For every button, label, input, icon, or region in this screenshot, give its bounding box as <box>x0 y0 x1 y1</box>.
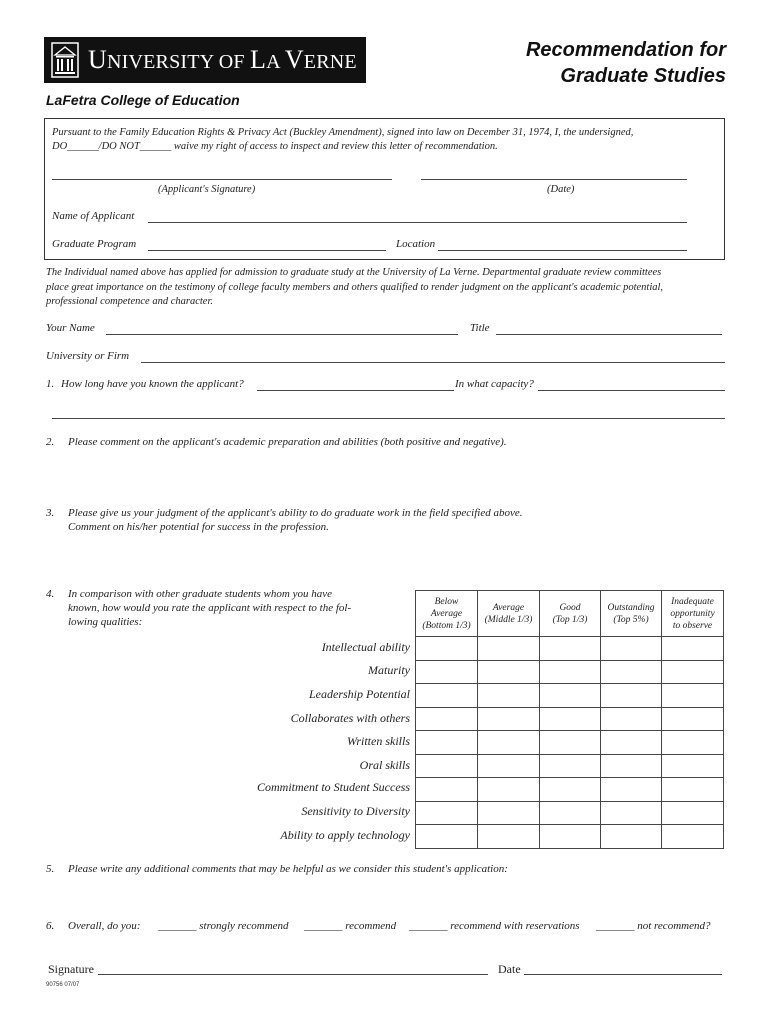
applicant-signature-caption: (Applicant's Signature) <box>158 184 256 195</box>
rating-cell[interactable] <box>540 801 601 825</box>
q6-recommend-with-reservations[interactable]: _______ recommend with reservations <box>409 920 580 932</box>
form-number: 90756 07/07 <box>46 982 80 988</box>
q3-line2: Comment on his/her potential for success in the profession. <box>68 521 329 533</box>
form-title: Recommendation for Graduate Studies <box>525 39 726 87</box>
quality-written-skills: Written skills <box>347 734 410 748</box>
q6-strongly-recommend[interactable]: _______ strongly recommend <box>158 920 289 932</box>
title-label: Title <box>470 322 490 334</box>
rating-cell[interactable] <box>601 754 662 778</box>
rating-cell[interactable] <box>662 825 724 849</box>
rating-cell[interactable] <box>662 778 724 802</box>
rating-cell[interactable] <box>662 801 724 825</box>
university-logo <box>44 37 366 83</box>
rating-row <box>416 637 724 661</box>
rating-cell[interactable] <box>416 778 478 802</box>
rating-cell[interactable] <box>662 707 724 731</box>
university-firm-field[interactable] <box>141 362 725 363</box>
quality-maturity: Maturity <box>368 663 410 677</box>
rating-cell[interactable] <box>478 778 540 802</box>
rating-cell[interactable] <box>478 825 540 849</box>
rating-row <box>416 778 724 802</box>
signature-field[interactable] <box>98 974 488 975</box>
q5-number: 5. <box>46 863 55 875</box>
rating-cell[interactable] <box>540 731 601 755</box>
your-name-label: Your Name <box>46 322 95 334</box>
university-firm-label: University or Firm <box>46 350 130 362</box>
intro-line2: place great importance on the testimony of college faculty members and others qualified to render judgment on the applicant's academic potential, <box>46 282 664 293</box>
col-average: Average (Middle 1/3) <box>478 591 540 637</box>
rating-cell[interactable] <box>416 754 478 778</box>
q4-line2: known, how would you rate the applicant with respect to the fol- <box>68 602 352 614</box>
q2-number: 2. <box>46 436 55 448</box>
applicant-name-label: Name of Applicant <box>52 210 135 222</box>
q1-capacity-field[interactable] <box>538 390 725 391</box>
rating-cell[interactable] <box>601 801 662 825</box>
quality-sensitivity: Sensitivity to Diversity <box>301 804 410 818</box>
intro-line1: The Individual named above has applied for admission to graduate study at the University of La Verne. Departmental graduate review committees <box>46 267 662 278</box>
q3-number: 3. <box>46 507 55 519</box>
rating-cell[interactable] <box>416 707 478 731</box>
ferpa-statement-line1: Pursuant to the Family Education Rights & Privacy Act (Buckley Amendment), signed into law on December 31, 1974, I, the undersigned, <box>52 127 634 138</box>
rating-cell[interactable] <box>662 754 724 778</box>
quality-collaborates: Collaborates with others <box>290 711 410 725</box>
rating-cell[interactable] <box>601 660 662 684</box>
rating-cell[interactable] <box>416 684 478 708</box>
signature-label: Signature <box>48 962 94 976</box>
rating-row <box>416 825 724 849</box>
col-below-average: Below Average (Bottom 1/3) <box>416 591 478 637</box>
rating-cell[interactable] <box>662 731 724 755</box>
rating-cell[interactable] <box>601 825 662 849</box>
rating-cell[interactable] <box>601 731 662 755</box>
q1-number: 1. <box>46 378 55 390</box>
col-good: Good (Top 1/3) <box>540 591 601 637</box>
rating-row <box>416 731 724 755</box>
rating-cell[interactable] <box>416 660 478 684</box>
col-inadequate-opportunity: Inadequate opportunity to observe <box>662 591 724 637</box>
q3-line1: Please give us your judgment of the applicant's ability to do graduate work in the field specified above. <box>68 507 523 519</box>
date-label: Date <box>498 962 521 976</box>
rating-cell[interactable] <box>416 637 478 661</box>
q1-text: How long have you known the applicant? <box>61 378 244 390</box>
date-field[interactable] <box>524 974 722 975</box>
rating-cell[interactable] <box>416 801 478 825</box>
rating-row <box>416 660 724 684</box>
applicant-date-caption: (Date) <box>547 184 575 195</box>
q4-line1: In comparison with other graduate students whom you have <box>68 588 332 600</box>
rating-cell[interactable] <box>540 707 601 731</box>
rating-cell[interactable] <box>478 731 540 755</box>
quality-intellectual-ability: Intellectual ability <box>321 640 410 654</box>
q1-continued-field[interactable] <box>52 418 725 419</box>
rating-header-row <box>416 591 724 637</box>
rating-cell[interactable] <box>478 754 540 778</box>
location-label: Location <box>396 238 436 250</box>
q6-number: 6. <box>46 920 55 932</box>
rating-cell[interactable] <box>540 660 601 684</box>
q6-text: Overall, do you: <box>68 920 141 932</box>
rating-row <box>416 754 724 778</box>
rating-row <box>416 684 724 708</box>
col-outstanding: Outstanding (Top 5%) <box>601 591 662 637</box>
rating-cell[interactable] <box>540 637 601 661</box>
rating-row <box>416 801 724 825</box>
rating-cell[interactable] <box>478 637 540 661</box>
applicant-date-field[interactable] <box>421 179 687 180</box>
rating-cell[interactable] <box>540 684 601 708</box>
rating-cell[interactable] <box>662 660 724 684</box>
your-name-field[interactable] <box>106 334 458 335</box>
rating-cell[interactable] <box>601 637 662 661</box>
q5-text: Please write any additional comments that may be helpful as we consider this student's application: <box>68 863 508 875</box>
rating-cell[interactable] <box>662 684 724 708</box>
rating-cell[interactable] <box>601 684 662 708</box>
q6-not-recommend[interactable]: _______ not recommend? <box>596 920 711 932</box>
intro-line3: professional competence and character. <box>46 296 213 307</box>
graduate-program-label: Graduate Program <box>52 238 137 250</box>
rating-cell[interactable] <box>540 825 601 849</box>
rating-cell[interactable] <box>540 754 601 778</box>
applicant-signature-field[interactable] <box>52 179 392 180</box>
ferpa-statement-line2: DO______/DO NOT______ waive my right of access to inspect and review this letter of recommendation. <box>52 141 498 152</box>
college-name: LaFetra College of Education <box>46 92 240 108</box>
quality-oral-skills: Oral skills <box>359 758 410 772</box>
rating-cell[interactable] <box>478 660 540 684</box>
rating-cell[interactable] <box>601 707 662 731</box>
quality-commitment: Commitment to Student Success <box>257 780 410 794</box>
location-field[interactable] <box>438 250 687 251</box>
rating-cell[interactable] <box>540 778 601 802</box>
rating-table <box>415 590 724 849</box>
rating-cell[interactable] <box>416 825 478 849</box>
rating-cell[interactable] <box>416 731 478 755</box>
title-field[interactable] <box>496 334 722 335</box>
rating-cell[interactable] <box>662 637 724 661</box>
q4-number: 4. <box>46 588 55 600</box>
q1-duration-field[interactable] <box>257 390 454 391</box>
quality-technology: Ability to apply technology <box>280 828 410 842</box>
q1-capacity-label: In what capacity? <box>455 378 534 390</box>
q2-text: Please comment on the applicant's academic preparation and abilities (both positive and negative). <box>68 436 507 448</box>
graduate-program-field[interactable] <box>148 250 386 251</box>
applicant-name-field[interactable] <box>148 222 687 223</box>
rating-cell[interactable] <box>478 801 540 825</box>
q6-recommend[interactable]: _______ recommend <box>304 920 397 932</box>
rating-cell[interactable] <box>478 684 540 708</box>
q4-line3: lowing qualities: <box>68 616 143 628</box>
building-icon <box>51 42 79 78</box>
rating-cell[interactable] <box>478 707 540 731</box>
logo-wordmark: UNIVERSITY OF LA VERNE <box>88 45 357 74</box>
rating-cell[interactable] <box>601 778 662 802</box>
rating-row <box>416 707 724 731</box>
quality-leadership-potential: Leadership Potential <box>309 687 410 701</box>
